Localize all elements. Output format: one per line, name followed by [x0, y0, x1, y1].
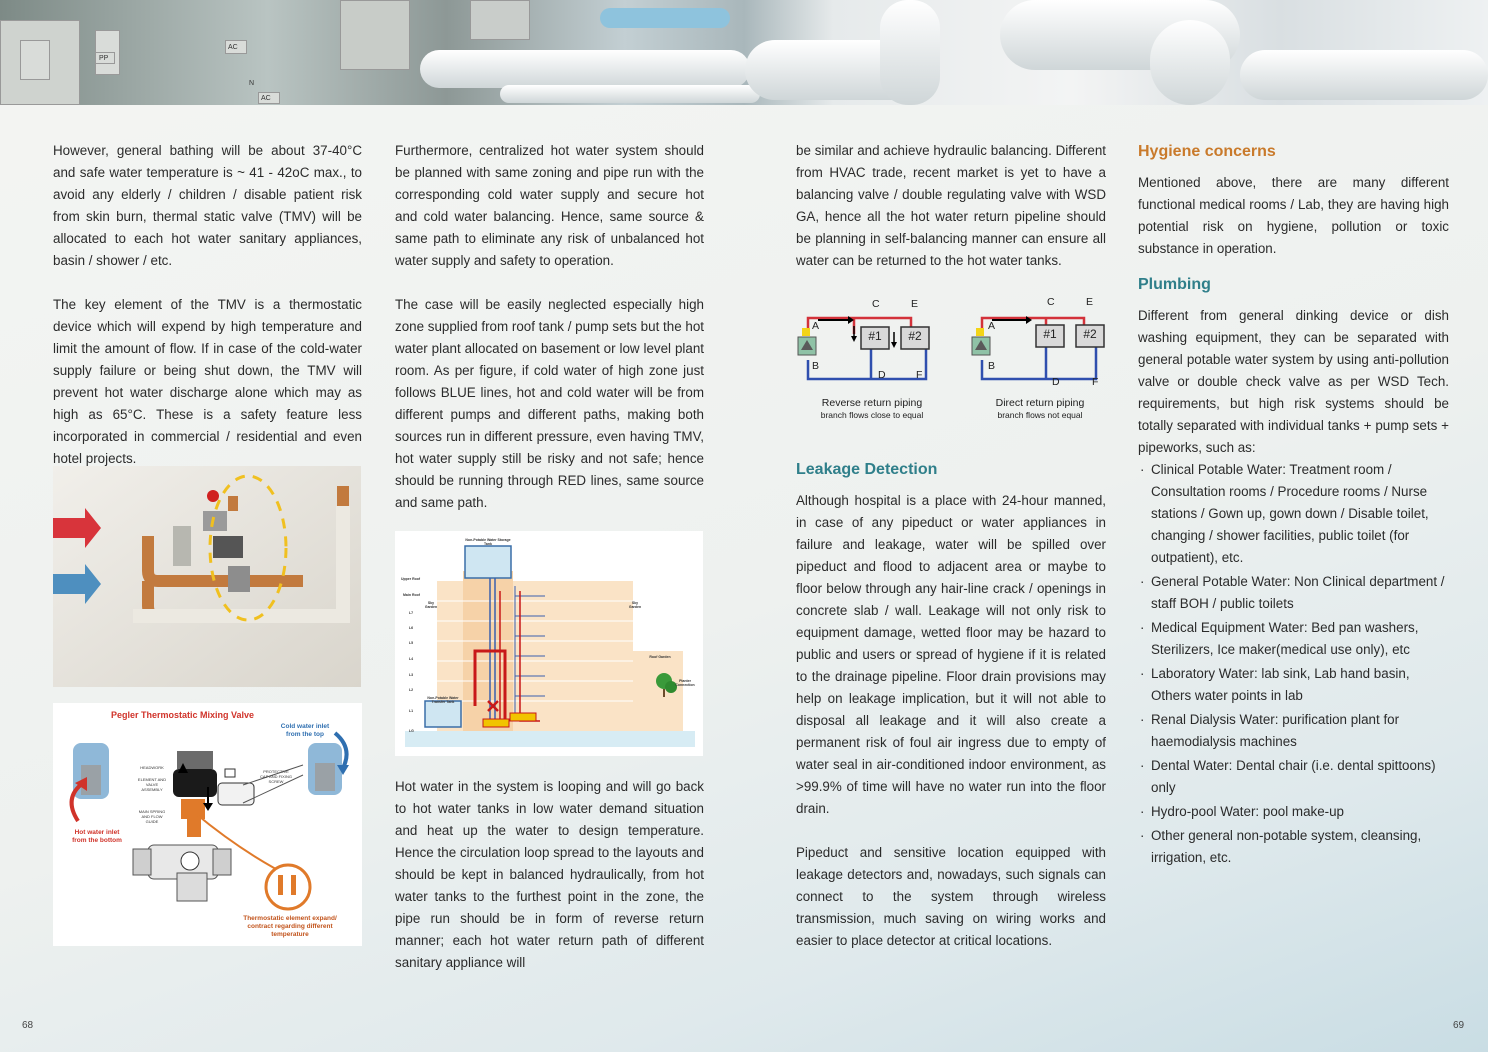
page-number-right: 69 [1453, 1020, 1465, 1031]
upper-roof-label: Upper Roof [401, 577, 421, 581]
list-item: · Laboratory Water: lab sink, Lab hand basin, Others water points in lab [1138, 663, 1449, 707]
plumbing-paragraph: Different from general dinking device or dish washing equipment, they can be separated with general potable water system by using anti-pollution valve or double check valve as per WSD Tech. requirements, but high risk systems should be totally separated with individual tanks + pump sets + pipeworks, such as: [1138, 308, 1449, 455]
hygiene-paragraph: Mentioned above, there are many different functional medical rooms / Lab, they are having high potential risk on hygiene, pollution or toxic substance in operation. [1138, 175, 1449, 256]
hygiene-heading: Hygiene concerns [1138, 143, 1276, 160]
planter-label: Planter Connection [675, 679, 695, 687]
tmv-intro-paragraph: However, general bathing will be about 37-40°C and safe water temperature is ~ 41 - 42oC max., to avoid any elderly / children / disable patient risk from skin burn, thermal static valve (TMV) will be allocated to each hot water sanitary appliances, basin / shower / etc. [53, 143, 362, 268]
leakage-detection-heading: Leakage Detection [796, 461, 938, 478]
reverse-return-subtitle: branch flows close to equal [820, 410, 924, 420]
list-item: · Medical Equipment Water: Bed pan washers, Sterilizers, Ice maker(medical use only), etc [1138, 617, 1449, 661]
column-1 [53, 140, 362, 492]
thermostatic-element-note: Thermostatic element expand/ contract regarding different temperature [243, 915, 337, 938]
point-a-label: A [812, 320, 820, 332]
floor-label: L1 [409, 709, 414, 713]
tank-2-label: #2 [908, 329, 922, 343]
part-protective-cap: PROTECTIVE CAP AND FIXING SCREW [260, 769, 292, 784]
main-roof-label: Main Roof [403, 593, 420, 597]
banner-photo: AC PP AC N [0, 0, 1488, 105]
part-headwork: HEADWORK [140, 765, 164, 770]
floor-label: L4 [409, 657, 414, 661]
leakage-paragraph: Although hospital is a place with 24-hour manned, in case of any pipeduct or water appliances in failure and leakage, water will be spilled over pipeduct and flood to adjacent area or maybe to floor below through any hair-line crack / openings in concrete slab / wall. Leakage will not only risk to equipment damage, wetted floor may be hazard to public and users or spread of hygiene if it is related to the drainage pipeline. Floor drain provisions may help on leakage implication, but it will not able to disposal all leakage and it will also create a permanent risk of foul air ingress due to empty of water seal in air-conditioned indoor environment, as >99.9% of time will have no water run into the floor drain. [796, 493, 1106, 816]
column-2 [395, 140, 704, 536]
list-item: · Dental Water: Dental chair (i.e. dental spittoons) only [1138, 755, 1449, 799]
building-water-schematic [395, 531, 703, 756]
point-d-label: D [1052, 376, 1060, 388]
plumbing-heading: Plumbing [1138, 276, 1211, 293]
sky-garden-right-label: Sky Garden [628, 601, 642, 609]
tank-2-label: #2 [1083, 327, 1097, 341]
hot-inlet-label: Hot water inlet from the bottom [72, 829, 122, 844]
floor-label: L5 [409, 641, 414, 645]
circulation-loop-paragraph: Hot water in the system is looping and will go back to hot water tanks in low water demand situation and heat up the water to design temperature. Hence the circulation loop spread to the layouts and should be kept in balanced hydraulically, from hot water tanks to the furthest point in the zone, the pipe run should be in form of reverse return manner; each hot water return path of different sanitary appliance will [395, 779, 704, 970]
tmv-diagram [53, 703, 362, 946]
list-item: · Clinical Potable Water: Treatment room / Consultation rooms / Procedure rooms / Nurse stations / Gown up, gown down / Disable toilet, changing / shower facilities, public toilet (for outpatient), etc. [1138, 459, 1449, 569]
part-element-valve: ELEMENT AND VALVE ASSEMBLY [137, 777, 167, 792]
tank-1-label: #1 [1043, 327, 1057, 341]
cold-inlet-label: Cold water inlet from the top [280, 723, 330, 738]
point-c-label: C [1047, 296, 1055, 308]
point-e-label: E [1086, 296, 1094, 308]
part-main-spring: MAIN SPRING AND FLOW GUIDE [138, 809, 166, 824]
point-a-label: A [988, 320, 996, 332]
direct-return-title: Direct return piping [995, 397, 1085, 409]
tank-1-label: #1 [868, 329, 882, 343]
direct-return-caption [964, 397, 1116, 421]
floor-label: L7 [409, 611, 414, 615]
reverse-return-title: Reverse return piping [821, 397, 923, 409]
point-c-label: C [872, 298, 880, 310]
list-item: · Renal Dialysis Water: purification plant for haemodialysis machines [1138, 709, 1449, 753]
sky-garden-left-label: Sky Garden [424, 601, 438, 609]
page-number-left: 68 [22, 1020, 34, 1031]
direct-return-subtitle: branch flows not equal [997, 410, 1083, 420]
column-4 [1138, 140, 1449, 871]
tmv-key-element-paragraph: The key element of the TMV is a thermostatic device which will expend by high temperature and limit the amount of flow. If in case of the cold-water supply failure or being shut down, the TMV will prevent hot water discharge alone which may as high as 65°C. These is a safety feature less incorporated in commercial / residential and even hotel projects. [53, 297, 362, 466]
column-2-lower [395, 776, 704, 996]
point-d-label: D [878, 369, 886, 381]
list-item: · Hydro-pool Water: pool make-up [1138, 801, 1449, 823]
floor-label: L3 [409, 673, 414, 677]
point-f-label: F [916, 369, 923, 381]
pipeduct-detector-paragraph: Pipeduct and sensitive location equipped with leakage detectors and, nowadays, such signals can connect to the system through wireless transmission, much saving on wiring works and easier to place detector at critical locations. [796, 845, 1106, 948]
floor-label: LG [409, 729, 414, 733]
high-zone-paragraph: The case will be easily neglected especially high zone supplied from roof tank / pump sets but the hot water plant allocated on basement or low level plant room. As per figure, if cold water of high zone just follows BLUE lines, hot and cold water will be from different pumps and different paths, making both sources run in different pressure, even having TMV, hot water supply still be risky and not safe; hence should be running through RED lines, same source and same path. [395, 297, 704, 510]
hydraulic-balancing-paragraph: be similar and achieve hydraulic balancing. Different from HVAC trade, recent market is yet to have a balancing valve / double regulating valve with WSD GA, hence all the hot water return pipeline should be planning in self-balancing manner can ensure all water can be returned to the hot water tanks. [796, 143, 1106, 268]
storage-tank-label: Non-Potable Water Storage Tank [465, 538, 511, 546]
point-b-label: B [988, 360, 996, 372]
tmv-diagram-title: Pegler Thermostatic Mixing Valve [111, 710, 255, 720]
list-item: · Other general non-potable system, cleansing, irrigation, etc. [1138, 825, 1449, 869]
column-3-lower [796, 459, 1106, 974]
tmv-valve-photo [53, 466, 361, 687]
water-systems-list [1138, 459, 1449, 869]
point-e-label: E [911, 298, 919, 310]
list-item: · General Potable Water: Non Clinical department / staff BOH / public toilets [1138, 571, 1449, 615]
floor-label: L2 [409, 688, 414, 692]
centralized-hot-water-paragraph: Furthermore, centralized hot water system should be planned with same zoning and pipe run with the corresponding cold water supply and secure hot and cold water balancing. Hence, same source & same path to eliminate any risk of unbalanced hot water supply and safety to operation. [395, 143, 704, 268]
return-piping-diagrams [796, 292, 1108, 432]
transfer-tank-label: Non-Potable Water Transfer Tank [427, 696, 459, 704]
roof-garden-label: Roof Garden [649, 655, 671, 659]
point-b-label: B [812, 360, 820, 372]
reverse-return-caption [796, 397, 948, 421]
floor-label: L6 [409, 626, 414, 630]
column-3 [796, 140, 1106, 294]
point-f-label: F [1092, 376, 1099, 388]
